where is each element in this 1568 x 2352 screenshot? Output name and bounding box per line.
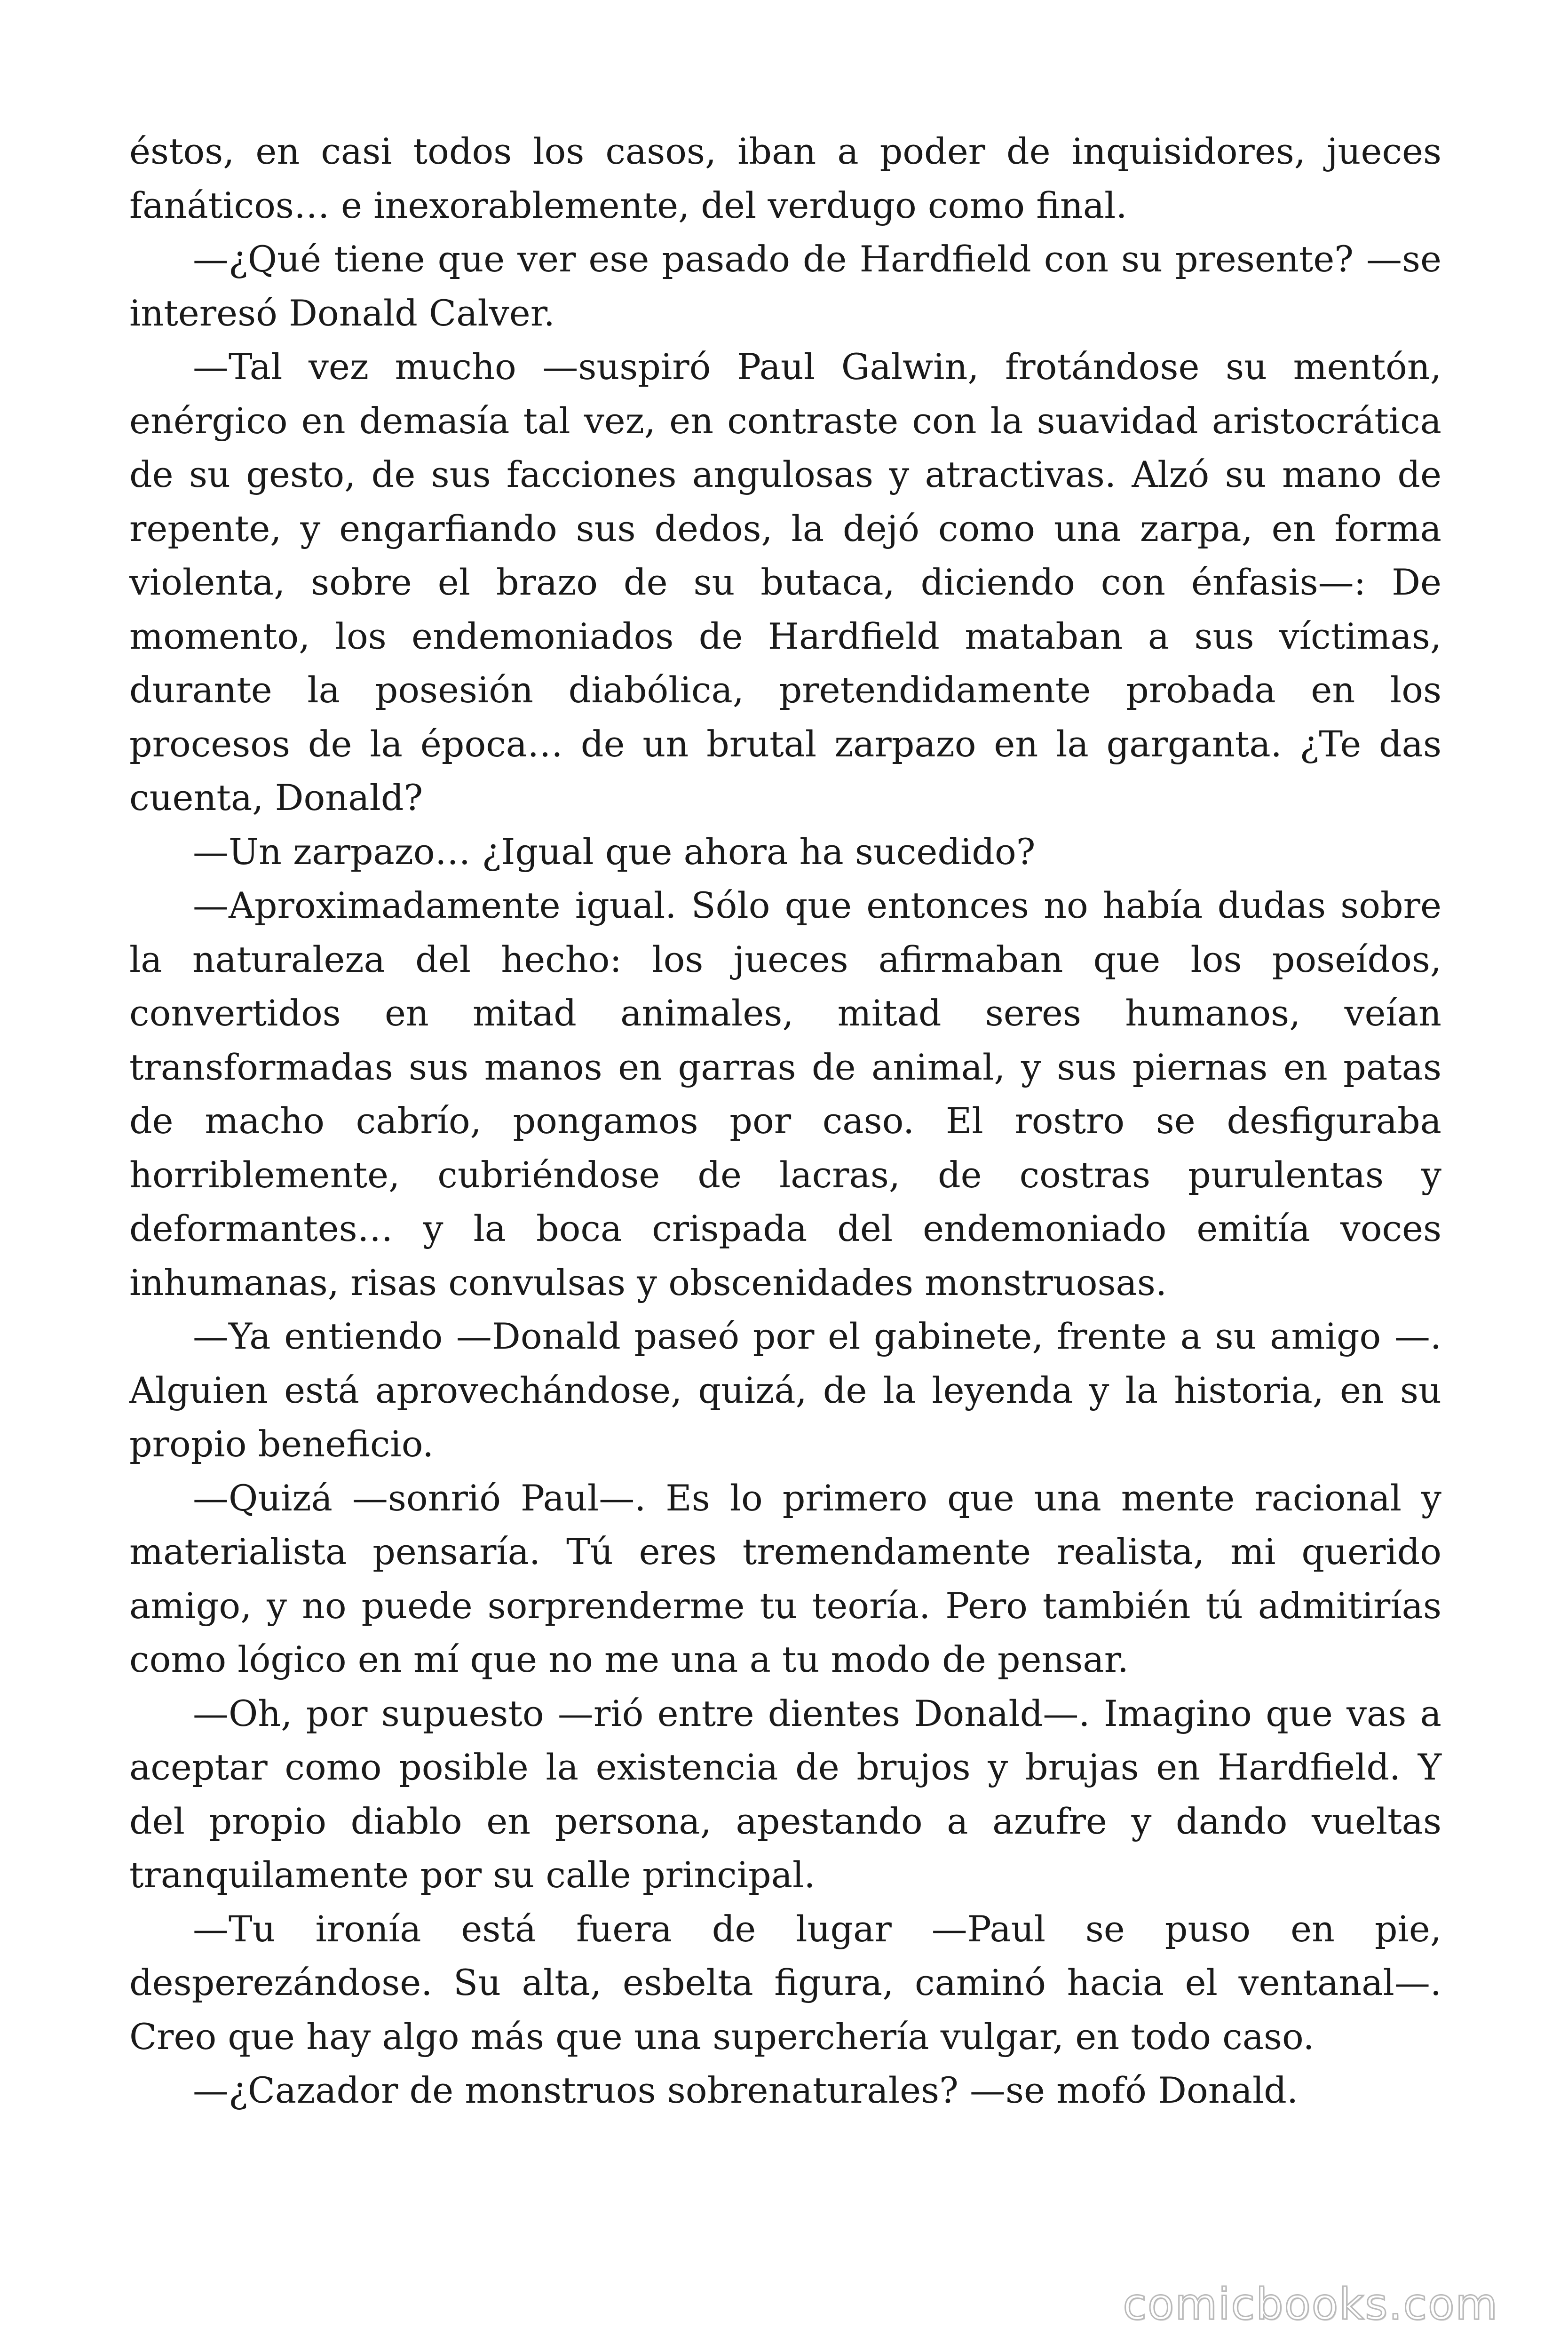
paragraph-5: —Aproximadamente igual. Sólo que entonces no había dudas sobre la naturaleza del hecho: los jueces afirmaban que los poseídos, convertidos en mitad animales, mitad seres humanos, veían transformadas sus manos en garras de animal, y sus piernas en patas de macho cabrío, pongamos por caso. El rostro se desfiguraba horriblemente, cubriéndose de lacras, de costras purulentas y deformantes… y la boca crispada del endemoniado emitía voces inhumanas, risas convulsas y obscenidades monstruosas. (129, 884, 1441, 1303)
paragraph-4: —Un zarpazo… ¿Igual que ahora ha sucedido? (193, 830, 1036, 873)
page-text (129, 125, 1441, 2118)
paragraph-3: —Tal vez mucho —suspiró Paul Galwin, frotándose su mentón, enérgico en demasía tal vez, en contraste con la suavidad aristocrática de su gesto, de sus facciones angulosas y atractivas. Alzó su mano de repente, y engarfiando sus dedos, la dejó como una zarpa, en forma violenta, sobre el brazo de su butaca, diciendo con énfasis—: De momento, los endemoniados de Hardfield mataban a sus víctimas, durante la posesión diabólica, pretendidamente probada en los procesos de la época… de un brutal zarpazo en la garganta. ¿Te das cuenta, Donald? (129, 346, 1441, 818)
watermark-text: comicbooks.com (1123, 2279, 1498, 2329)
paragraph-10: —¿Cazador de monstruos sobrenaturales? —se mofó Donald. (193, 2069, 1299, 2111)
paragraph-9: —Tu ironía está fuera de lugar —Paul se puso en pie, desperezándose. Su alta, esbelta figura, caminó hacia el ventanal—. Creo que hay algo más que una superchería vulgar, en todo caso. (129, 1907, 1441, 2058)
paragraph-2: —¿Qué tiene que ver ese pasado de Hardfield con su presente? —se interesó Donald Calver. (129, 238, 1441, 334)
paragraph-1: éstos, en casi todos los casos, iban a poder de inquisidores, jueces fanáticos… e inexorablemente, del verdugo como final. (129, 130, 1441, 226)
paragraph-7: —Quizá —sonrió Paul—. Es lo primero que una mente racional y materialista pensaría. Tú eres tremendamente realista, mi querido amigo, y no puede sorprenderme tu teoría. Pero también tú admitirías como lógico en mí que no me una a tu modo de pensar. (129, 1477, 1441, 1680)
paragraph-8: —Oh, por supuesto —rió entre dientes Donald—. Imagino que vas a aceptar como posible la existencia de brujos y brujas en Hardfield. Y del propio diablo en persona, apestando a azufre y dando vueltas tranquilamente por su calle principal. (129, 1692, 1441, 1896)
paragraph-6: —Ya entiendo —Donald paseó por el gabinete, frente a su amigo —. Alguien está aprovechándose, quizá, de la leyenda y la historia, en su propio beneficio. (129, 1315, 1441, 1465)
